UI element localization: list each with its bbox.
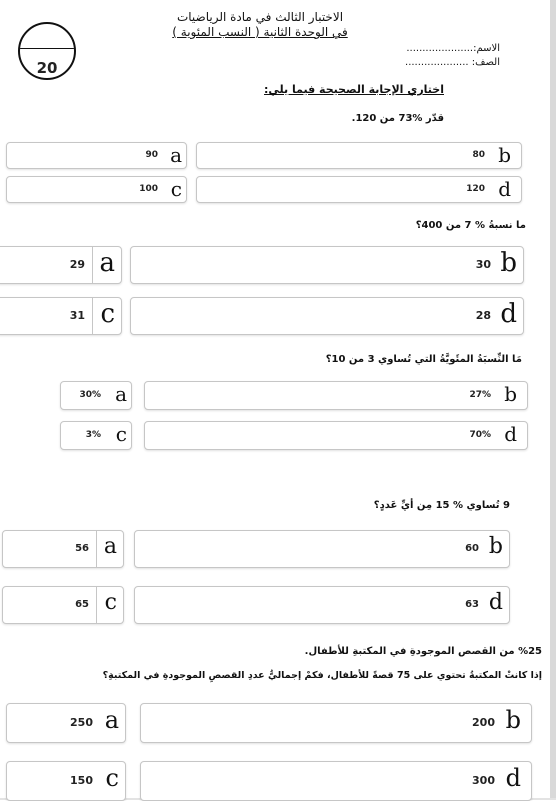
instructions: اختاري الإجابة الصحيحة فيما يلي:	[264, 83, 444, 96]
option-value: 120	[466, 184, 485, 194]
question-5-line2: إذا كانتْ المكتبةُ تحتوي على 75 قصةً للأطفال، فكمْ إجماليُّ عددِ القصصِ الموجودةِ في المكتبةِ؟	[102, 670, 542, 681]
option-value: 80	[472, 150, 485, 160]
exam-title-line2: في الوحدة الثانية ( النسب المئوية )	[172, 25, 348, 39]
q1-option-b[interactable]	[196, 142, 522, 169]
option-letter-c: c	[100, 299, 115, 329]
q4-option-c[interactable]	[2, 586, 124, 624]
option-letter-d: d	[498, 177, 511, 201]
option-value: 200	[472, 716, 495, 729]
option-letter-d: d	[504, 422, 517, 446]
option-letter-b: b	[498, 143, 511, 167]
option-divider	[92, 298, 93, 334]
option-value: 31	[69, 309, 85, 322]
option-value: 63	[465, 599, 479, 610]
option-letter-b: b	[488, 534, 503, 559]
option-value: 150	[70, 774, 93, 787]
score-divider	[20, 48, 74, 49]
q5-option-c[interactable]	[6, 761, 126, 801]
name-field: الاسم:.....................	[406, 43, 500, 54]
option-value: 70%	[469, 430, 491, 440]
q3-option-b[interactable]	[144, 381, 528, 410]
page-edge-shadow	[550, 0, 556, 800]
q4-option-b[interactable]	[134, 530, 510, 568]
option-letter-a: a	[99, 248, 115, 278]
question-1-text: قدّر %73 من 120.	[351, 113, 444, 124]
exam-title-line1: الاختبار الثالث في مادة الرياضيات	[176, 10, 344, 24]
option-divider	[92, 247, 93, 283]
q2-option-c[interactable]	[0, 297, 122, 335]
question-5-line1: %25 من القصص الموجودةِ في المكتبةِ للأطفال.	[304, 646, 542, 657]
option-letter-d: d	[500, 299, 517, 329]
option-value: 250	[70, 716, 93, 729]
option-letter-a: a	[115, 382, 127, 406]
option-letter-c: c	[105, 764, 119, 792]
question-2-text: ما نسبةُ % 7 من 400؟	[415, 220, 526, 231]
option-value: 90	[145, 150, 158, 160]
option-value: 65	[75, 599, 89, 610]
q2-option-b[interactable]	[130, 246, 524, 284]
option-letter-d: d	[505, 764, 521, 792]
score-total: 20	[36, 59, 58, 77]
option-divider	[96, 531, 97, 567]
option-value: 30%	[79, 390, 101, 400]
option-letter-a: a	[104, 706, 119, 734]
option-letter-c: c	[115, 422, 127, 446]
q3-option-d[interactable]	[144, 421, 528, 450]
option-letter-c: c	[104, 590, 117, 615]
option-divider	[96, 587, 97, 623]
q2-option-a[interactable]	[0, 246, 122, 284]
option-value: 60	[465, 543, 479, 554]
class-field: الصف: ....................	[405, 57, 500, 68]
q4-option-a[interactable]	[2, 530, 124, 568]
q1-option-a[interactable]	[6, 142, 187, 169]
exam-title	[150, 10, 370, 40]
option-letter-c: c	[170, 177, 182, 201]
score-circle	[18, 22, 76, 80]
option-letter-a: a	[170, 143, 182, 167]
q1-option-c[interactable]	[6, 176, 187, 203]
q2-option-d[interactable]	[130, 297, 524, 335]
q3-option-a[interactable]	[60, 381, 132, 410]
option-value: 27%	[469, 390, 491, 400]
option-value: 56	[75, 543, 89, 554]
q3-option-c[interactable]	[60, 421, 132, 450]
option-letter-b: b	[500, 248, 517, 278]
option-letter-b: b	[505, 706, 521, 734]
option-value: 28	[475, 309, 491, 322]
q4-option-d[interactable]	[134, 586, 510, 624]
question-4-text: 9 تُساوي % 15 مِن أيِّ عَددٍ؟	[373, 500, 510, 511]
option-value: 30	[475, 258, 491, 271]
option-letter-b: b	[504, 382, 517, 406]
option-letter-a: a	[103, 534, 117, 559]
q5-option-d[interactable]	[140, 761, 532, 801]
q5-option-a[interactable]	[6, 703, 126, 743]
option-value: 3%	[85, 430, 101, 440]
q5-option-b[interactable]	[140, 703, 532, 743]
option-value: 100	[139, 184, 158, 194]
q1-option-d[interactable]	[196, 176, 522, 203]
option-letter-d: d	[488, 590, 503, 615]
option-value: 300	[472, 774, 495, 787]
question-3-text: مَا النِّسبَةُ المئَويَّةُ التي تُساوي 3 من 10؟	[325, 354, 522, 365]
option-value: 29	[69, 258, 85, 271]
